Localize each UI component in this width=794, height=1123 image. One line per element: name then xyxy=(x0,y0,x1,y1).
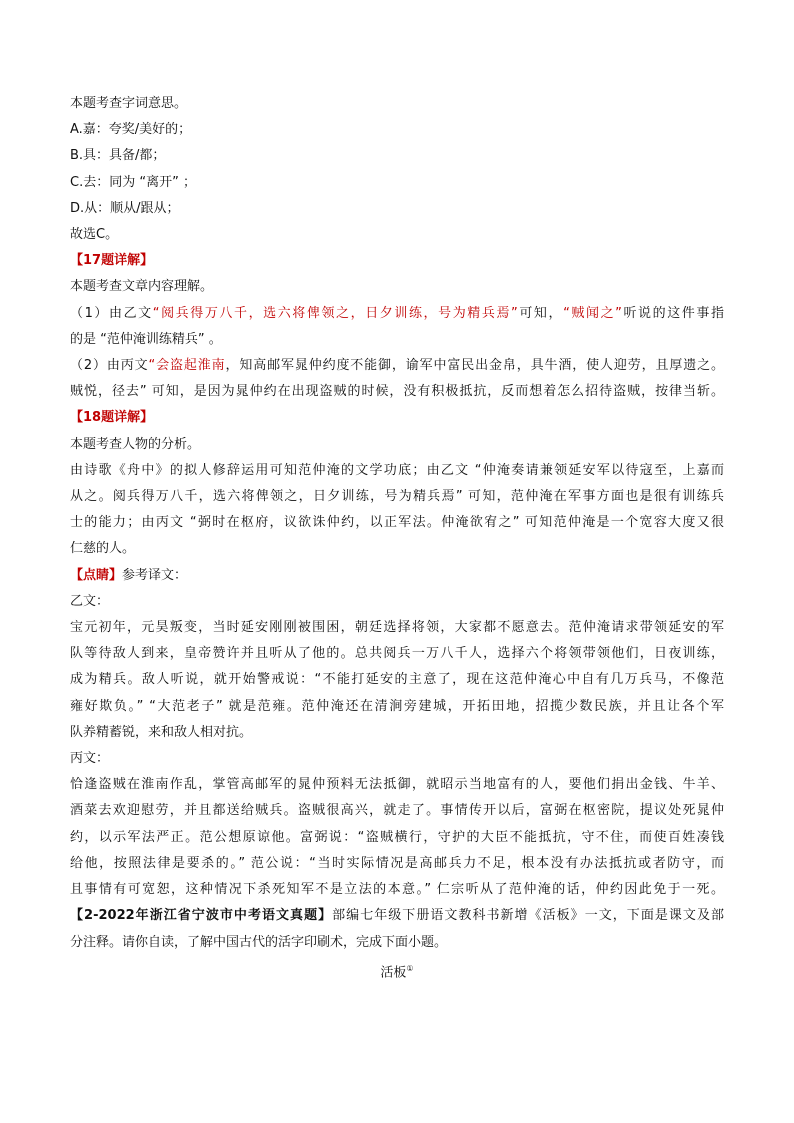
option-c: C.去：同为 “离开” ； xyxy=(70,174,196,190)
quote-red: “贼闻之” xyxy=(563,305,622,321)
text-line: 给他，按照法律是要杀的。” 范公说：“当时实际情况是高邮兵力不足，根本没有办法抵抗或者防守，而 xyxy=(70,855,724,871)
text-line xyxy=(70,353,724,379)
text-line: 宝元初年，元昊叛变，当时延安刚刚被围困，朝廷选择将领，大家都不愿意去。范仲淹请求带领延安的军 xyxy=(70,620,724,636)
text-line: 仁慈的人。 xyxy=(70,541,136,557)
text-line: 本题考查文章内容理解。 xyxy=(70,279,214,295)
text-line: 的是 “范仲淹训练精兵” 。 xyxy=(70,331,222,347)
quote-red: “会盗起淮南 xyxy=(148,358,226,374)
footnote-marker: ① xyxy=(406,963,414,973)
option-a: A.嘉：夸奖/美好的； xyxy=(70,122,192,138)
text-line: 且事情有可宽恕，这种情况下杀死知军不是立法的本意。” 仁宗听从了范仲淹的话，仲约因此免于一死。 xyxy=(70,882,724,898)
text-line: 本题考查字词意思。 xyxy=(70,96,188,111)
text-line: 本题考查人物的分析。 xyxy=(70,436,201,452)
section-heading-dianjing: 【点睛】 xyxy=(70,567,123,583)
text-line: 队养精蓄锐，来和敌人相对抗。 xyxy=(70,724,253,740)
text-line: 分注释。请你自读，了解中国古代的活字印刷术，完成下面小题。 xyxy=(70,934,448,950)
text-line: 丙文： xyxy=(70,751,110,767)
text-line xyxy=(70,563,724,589)
text-line: 士的能力；由丙文 “弼时在枢府，议欲诛仲约，以正军法。仲淹欲宥之” 可知范仲淹是一个宽容大度又很 xyxy=(70,515,724,531)
text-span: ，知高邮军晁仲约度不能御，谕军中富民出金帛，具牛酒，使人迎劳，且厚遗之。 xyxy=(225,358,724,374)
section-heading-18: 【18题详解】 xyxy=(70,410,154,426)
text-line: 乙文： xyxy=(70,593,110,609)
option-d: D.从：顺从/跟从； xyxy=(70,200,180,216)
question-source: 【2-2022年浙江省宁波市中考语文真题】 xyxy=(70,908,333,924)
text-span: 可知， xyxy=(517,305,564,321)
quote-red: “阅兵得万八千，选六将俾领之，日夕训练，号为精兵焉” xyxy=(152,305,518,321)
question-intro-line xyxy=(70,903,724,929)
text-line: 从之。阅兵得万八千，选六将俾领之，日夕训练，号为精兵焉” 可知，范仲淹在军事方面也是很有训练兵 xyxy=(70,489,724,505)
text-span: 听说的这件事指 xyxy=(621,305,724,321)
text-span: 参考译文： xyxy=(122,567,188,583)
article-title xyxy=(70,956,724,987)
text-line: 成为精兵。敌人听说，就开始警戒说：“不能打延安的主意了，现在这范仲淹心中自有几万兵马，不像范 xyxy=(70,672,724,688)
text-span: 部编七年级下册语文教科书新增《活板》一文，下面是课文及部 xyxy=(332,908,724,924)
section-heading-17: 【17题详解】 xyxy=(70,253,154,269)
text-span: （1）由乙文 xyxy=(70,305,153,321)
text-line: 由诗歌《舟中》的拟人修辞运用可知范仲淹的文学功底；由乙文 “仲淹奏请兼领延安军以待寇至，上嘉而 xyxy=(70,462,724,478)
text-line: 恰逢盗贼在淮南作乱，掌管高邮军的晁仲预料无法抵御，就昭示当地富有的人，要他们捐出金钱、牛羊、 xyxy=(70,777,724,793)
text-line: 队等待敌人到来，皇帝赞许并且听从了他的。总共阅兵一万八千人，选择六个将领带领他们，日夜训练， xyxy=(70,646,724,662)
text-line: 约，以示军法严正。范公想原谅他。富弼说：“盗贼横行，守护的大臣不能抵抗，守不住，而使百姓凑钱 xyxy=(70,829,724,845)
document-body xyxy=(70,91,724,986)
text-line: 贼悦，径去” 可知，是因为晁仲约在出现盗贼的时候，没有积极抵抗，反而想着怎么招待盗贼，按律当斩。 xyxy=(70,384,724,400)
text-line: 酒菜去欢迎慰劳，并且都送给贼兵。盗贼很高兴，就走了。事情传开以后，富弼在枢密院，提议处死晁仲 xyxy=(70,803,724,819)
article-title-text: 活板 xyxy=(380,965,407,981)
text-span: （2）由丙文 xyxy=(70,358,149,374)
answer-line: 故选C。 xyxy=(70,227,119,243)
text-line: 雍好欺负。” “大范老子” 就是范雍。范仲淹还在清涧旁建城，开拓田地，招揽少数民族，并且让各个军 xyxy=(70,698,724,714)
text-line xyxy=(70,301,724,327)
option-b: B.具：具备/都； xyxy=(70,148,166,164)
